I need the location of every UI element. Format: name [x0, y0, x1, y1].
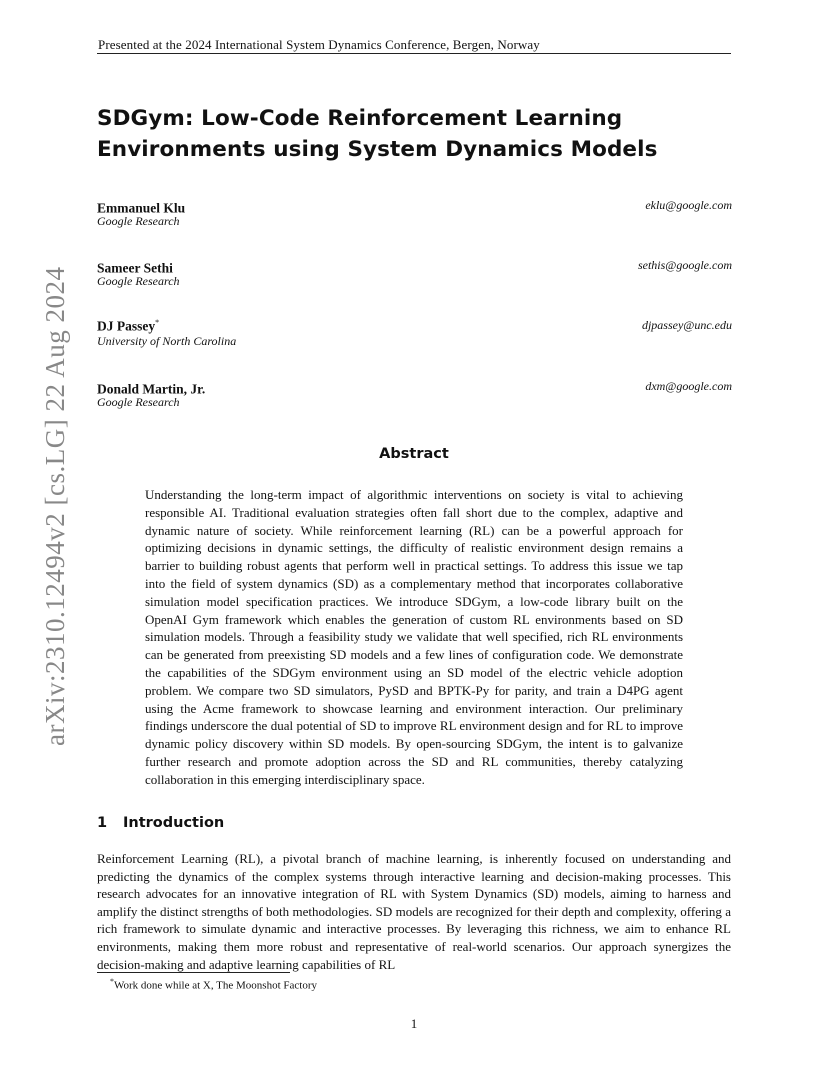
footnote: [110, 977, 317, 992]
header-rule: [97, 53, 731, 54]
author-affiliation: Google Research: [97, 395, 180, 409]
page-number: 1: [410, 1016, 418, 1031]
author-block: [97, 198, 732, 230]
abstract-text: Understanding the long-term impact of algorithmic interventions on society is vital to achieving responsible AI. Traditional evaluation strategies often fall short due to the complex, adaptive and dynamic nature of society. While reinforcement learning (RL) can be a powerful approach for optimizing decisions in dynamic settings, the difficulty of realistic environment design remains a barrier to building robust agents that perform well in practical settings. To address this issue we tap into the field of system dynamics (SD) as a complementary method that incorporates collaborative simulation model specification practices. We introduce SDGym, a low-code library built on the OpenAI Gym framework which enables the generation of custom RL environments based on SD simulation models. Through a feasibility study we validate that well specified, rich RL environments can be generated from preexisting SD models and a few lines of configuration code. We demonstrate the capabilities of the SDGym environment using an SD model of the electric vehicle adoption problem. We compare two SD simulators, PySD and BPTK-Py for parity, and train a D4PG agent using the Acme framework to showcase learning and environment interaction. Our preliminary findings underscore the dual potential of SD to improve RL environment design and for RL to improve dynamic policy discovery within SD models. By open-sourcing SDGym, the intent is to galvanize further research and promote adoption across the SD and RL communities, thereby catalyzing collaboration in this emerging interdisciplinary space.: [145, 487, 683, 787]
author-block: [97, 258, 732, 290]
footnote-rule: [97, 972, 290, 973]
author-email[interactable]: eklu@google.com: [645, 198, 732, 212]
conference-header: Presented at the 2024 International System Dynamics Conference, Bergen, Norway: [98, 37, 540, 52]
author-name: DJ Passey*: [97, 318, 160, 334]
arxiv-identifier: arXiv:2310.12494v2 [cs.LG] 22 Aug 2024: [40, 266, 70, 746]
abstract-heading: Abstract: [379, 446, 449, 462]
author-email[interactable]: dxm@google.com: [645, 379, 732, 393]
paper-title: SDGym: Low-Code Reinforcement Learning Environments using System Dynamics Models: [97, 106, 658, 162]
author-name: Sameer Sethi: [97, 260, 173, 276]
section-title-text: Introduction: [123, 815, 225, 831]
author-block: [97, 379, 732, 411]
author-email[interactable]: sethis@google.com: [637, 258, 732, 272]
section-number: 1: [97, 815, 108, 831]
footnote-text: Work done while at X, The Moonshot Factory: [114, 979, 317, 992]
author-name: Emmanuel Klu: [97, 200, 186, 216]
author-name: Donald Martin, Jr.: [97, 381, 206, 397]
section-heading: [97, 815, 224, 831]
introduction-text: Reinforcement Learning (RL), a pivotal branch of machine learning, is inherently focused on understanding and predicting the dynamics of the complex systems through interactive learning and decision-making processes. This research advocates for an innovative integration of RL with System Dynamics (SD) models, aiming to harness and amplify the distinct strengths of both methodologies. SD models are recognized for their depth and complexity, offering a rich framework to simulate dynamic and interactive processes. By leveraging this richness, we aim to enhance RL environments, making them more robust and representative of real-world scenarios. Our approach synergizes the decision-making and adaptive learning capabilities of RL: [97, 851, 731, 972]
author-affiliation: Google Research: [97, 214, 180, 228]
author-block: [97, 318, 732, 350]
author-affiliation: University of North Carolina: [97, 334, 237, 348]
footnote-marker[interactable]: *: [155, 318, 160, 327]
author-affiliation: Google Research: [97, 274, 180, 288]
author-email[interactable]: djpassey@unc.edu: [641, 318, 732, 332]
footnote-marker: *: [110, 977, 114, 986]
